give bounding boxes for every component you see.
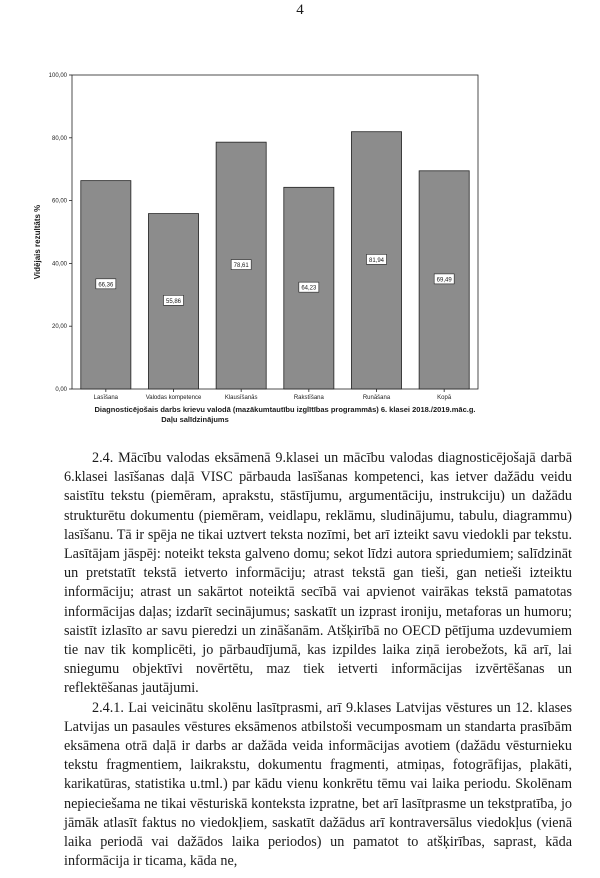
category-label: Klausīšanās [224,395,258,401]
page-number: 4 [296,2,304,18]
body-text [64,449,572,871]
paragraph-2-4-1: 2.4.1. Lai veicinātu skolēnu lasītprasmi, arī 9.klases Latvijas vēstures un 12. klases Latvijas un pasaules vēstures eksāmenos atbilstoši vecumposmam un standarta prasībām eksāmena otrā daļā ir darbs ar dažāda veida informācijas avotiem (dažādu vēsturnieku tekstu fragmentiem, laikrakstu, dokumentu fragmenti, atmiņas, fotogrāfijas, plakāti, karikatūras, statistika u.tml.) par kādu vienu konkrētu tēmu vai laika periodu. Skolēnam nepieciešama ne tikai vēsturiskā konteksta izpratne, bet arī lasītprasme un tekstpratība, jo jāmāk atlasīt faktus no viedokļiem, saskatīt dažādus arī kontraversālus viedokļus (vienā laika periodā vai dažādos laika periodos) un pamatot to atšķirības, saprast, kāda informācija ir ticama, kāda ne, [64,699,572,870]
data-label: 81,94 [368,257,385,264]
category-label: Lasīšana [93,395,119,401]
y-tick-label: 20,00 [51,324,67,331]
category-label: Kopā [437,395,452,401]
data-label: 64,23 [301,285,317,292]
y-tick-label: 100,00 [48,73,67,79]
category-label: Valodas kompetence [145,395,202,401]
chart-bars [81,132,469,389]
data-label: 66,36 [98,282,114,289]
chart-axes [72,75,478,389]
data-label: 69,49 [436,277,452,284]
y-axis-label: Vidējais rezultāts % [33,204,42,280]
plot-frame [72,75,478,389]
x-axis-title: Diagnosticējošais darbs krievu valodā (mazākumtautību izglītības programmās) 6. klasei 2018./2019.māc.g. [94,405,476,414]
x-axis-categories [94,389,452,401]
x-axis-subtitle: Daļu salīdzinājums [161,415,229,424]
y-axis-ticks [49,73,72,393]
y-tick-label: 80,00 [51,135,67,142]
y-tick-label: 60,00 [51,198,67,205]
data-label: 55,86 [165,298,182,305]
paragraph-2-4: 2.4. Mācību valodas eksāmenā 9.klasei un mācību valodas diagnosticējošajā darbā 6.klasei lasīšanas daļā VISC pārbauda lasīšanas kompetenci, kas ietver dažādu veidu saistītu tekstu (piemēram, aprakstu, stāstījumu, argumentāciju, instrukciju) un dažādu strukturētu dokumentu (piemēram, veidlapu, reklāmu, sludinājumu, tabulu, diagrammu) lasīšanu. Tā ir spēja ne tikai uztvert teksta nozīmi, bet arī izteikt savu viedokli par tekstu. Lasītājam jāspēj: noteikt teksta galveno domu; sekot līdzi autora spriedumiem; salīdzināt un pretstatīt tekstā ietverto informāciju; atrast tekstā gan tieši, gan netieši izteiktu informāciju; atrast un sakārtot noteiktā secībā vai apvienot vairākas tekstā pamatotas informācijas daļas; izdarīt secinājumus; saskatīt un izprast ironiju, metaforas un humoru; saistīt izlasīto ar savu pieredzi un zināšanām. Atšķirībā no OECD pētījuma uzdevumiem tie nav tik komplicēti, jo pārbaudījumā, kas izpildes laika ziņā ierobežots, kā arī, lai sniegumu objektīvi novērtētu, maz tiek ietverti informācijas izvērtēšanas un reflektēšanas jautājumi. [64,450,572,697]
category-label: Runāšana [362,395,391,401]
y-tick-label: 40,00 [51,261,67,268]
y-tick-label: 0,00 [55,387,67,393]
category-label: Rakstīšana [293,395,324,401]
bar-chart [0,50,600,440]
data-label: 78,61 [233,263,249,270]
